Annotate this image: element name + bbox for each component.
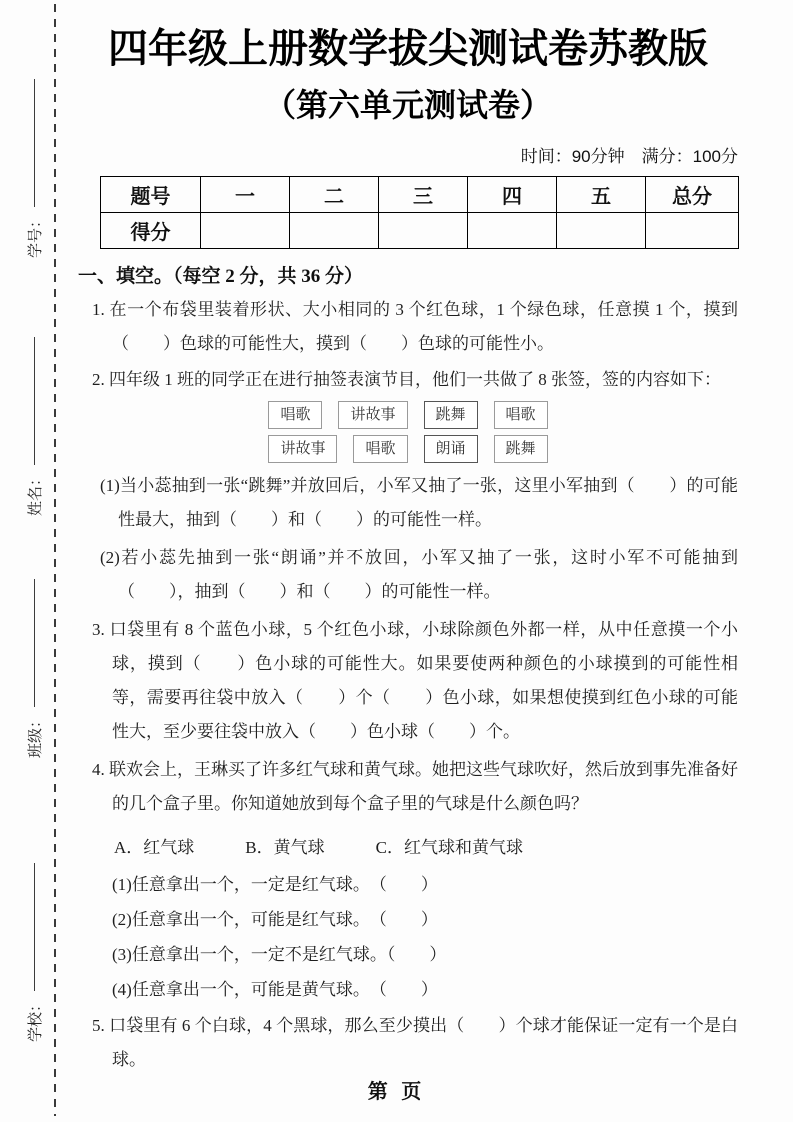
- school-field: [24, 863, 44, 1042]
- student-id-label: 学号：: [27, 212, 44, 258]
- column-header-cell: 三: [379, 177, 468, 213]
- school-blank-line: [34, 863, 35, 991]
- school-label: 学校：: [27, 996, 44, 1042]
- question-4-sub-2: (2)任意拿出一个，可能是红气球。 （ ）: [112, 910, 438, 929]
- column-header-cell: 总分: [646, 177, 739, 213]
- score-label-cell: 得分: [101, 213, 201, 249]
- score-empty-cell: [557, 213, 646, 249]
- class-label: 班级：: [27, 712, 44, 758]
- score-table-header-row: [101, 177, 739, 213]
- lot-tag: 讲故事: [268, 435, 337, 463]
- column-header-cell: 五: [557, 177, 646, 213]
- student-name-label: 姓名：: [27, 470, 44, 516]
- question-4-intro: 4. 联欢会上，王琳买了许多红气球和黄气球。她把这些气球吹好，然后放到事先准备好的几个盒子里。你知道她放到每个盒子里的气球是什么颜色吗？: [92, 760, 738, 813]
- question-3: 3. 口袋里有 8 个蓝色小球，5 个红色小球，小球除颜色外都一样，从中任意摸一个小球，摸到（ ）色小球的可能性大。如果要使两种颜色的小球摸到的可能性相等，需要再往袋中放入（ ）个（ ）色小球，如果想使摸到红色小球的可能性大，至少要往袋中放入（ ）色小球（ ）个。: [92, 620, 738, 741]
- score-empty-cell: [468, 213, 557, 249]
- question-number-label-cell: 题号: [101, 177, 201, 213]
- section-1-heading: 一、填空。（每空 2 分，共 36 分）: [78, 266, 364, 287]
- column-header-cell: 一: [201, 177, 290, 213]
- lot-tag: 跳舞: [424, 401, 478, 429]
- question-1: 1. 在一个布袋里装着形状、大小相同的 3 个红色球，1 个绿色球，任意摸 1 个，摸到（ ）色球的可能性大，摸到（ ）色球的可能性小。: [92, 300, 738, 353]
- lot-tag: 朗诵: [424, 435, 478, 463]
- column-header-cell: 二: [290, 177, 379, 213]
- student-id-field: [24, 79, 44, 258]
- exam-time-score-info: 时间：90分钟 满分：100分: [520, 147, 738, 166]
- paper-main-column: [78, 0, 738, 1077]
- lot-tags-grid: [78, 401, 738, 463]
- student-name-field: [24, 337, 44, 516]
- class-field: [24, 579, 44, 758]
- page-number-footer: 第 页: [367, 1081, 426, 1103]
- question-4-sub-3: (3)任意拿出一个，一定不是红气球。（ ）: [112, 945, 447, 964]
- lot-tag: 讲故事: [338, 401, 407, 429]
- question-4-judgement-list: [78, 867, 738, 1007]
- binding-dashed-line: [54, 4, 56, 1116]
- question-4-options: A．红气球 B．黄气球 C．红气球和黄气球: [114, 838, 523, 857]
- score-empty-cell: [290, 213, 379, 249]
- column-header-cell: 四: [468, 177, 557, 213]
- student-name-blank-line: [34, 337, 35, 465]
- lot-tag: 跳舞: [494, 435, 548, 463]
- lot-tag: 唱歌: [268, 401, 322, 429]
- question-4-sub-1: (1)任意拿出一个，一定是红气球。 （ ）: [112, 875, 438, 894]
- paper-subtitle: （第六单元测试卷）: [263, 87, 552, 123]
- score-empty-cell: [646, 213, 739, 249]
- paper-title: 四年级上册数学拔尖测试卷苏教版: [108, 27, 708, 71]
- question-2-sub-2: (2)若小蕊先抽到一张“朗诵”并不放回，小军又抽了一张，这时小军不可能抽到（ ），抽到（ ）和（ ）的可能性一样。: [100, 548, 738, 601]
- lot-tags-row-1: [268, 401, 547, 429]
- question-4-sub-4: (4)任意拿出一个，可能是黄气球。 （ ）: [112, 980, 438, 999]
- student-id-blank-line: [34, 79, 35, 207]
- class-blank-line: [34, 579, 35, 707]
- score-table-score-row: [101, 213, 739, 249]
- question-2-sub-1: (1)当小蕊抽到一张“跳舞”并放回后，小军又抽了一张，这里小军抽到（ ）的可能性最大，抽到（ ）和（ ）的可能性一样。: [100, 476, 738, 529]
- score-empty-cell: [201, 213, 290, 249]
- score-table: [100, 176, 739, 249]
- lot-tags-row-2: [268, 435, 547, 463]
- score-empty-cell: [379, 213, 468, 249]
- question-5: 5. 口袋里有 6 个白球，4 个黑球，那么至少摸出（ ）个球才能保证一定有一个是白球。: [92, 1016, 738, 1069]
- question-2-intro: 2. 四年级 1 班的同学正在进行抽签表演节目，他们一共做了 8 张签，签的内容如下：: [92, 370, 721, 389]
- lot-tag: 唱歌: [353, 435, 407, 463]
- lot-tag: 唱歌: [494, 401, 548, 429]
